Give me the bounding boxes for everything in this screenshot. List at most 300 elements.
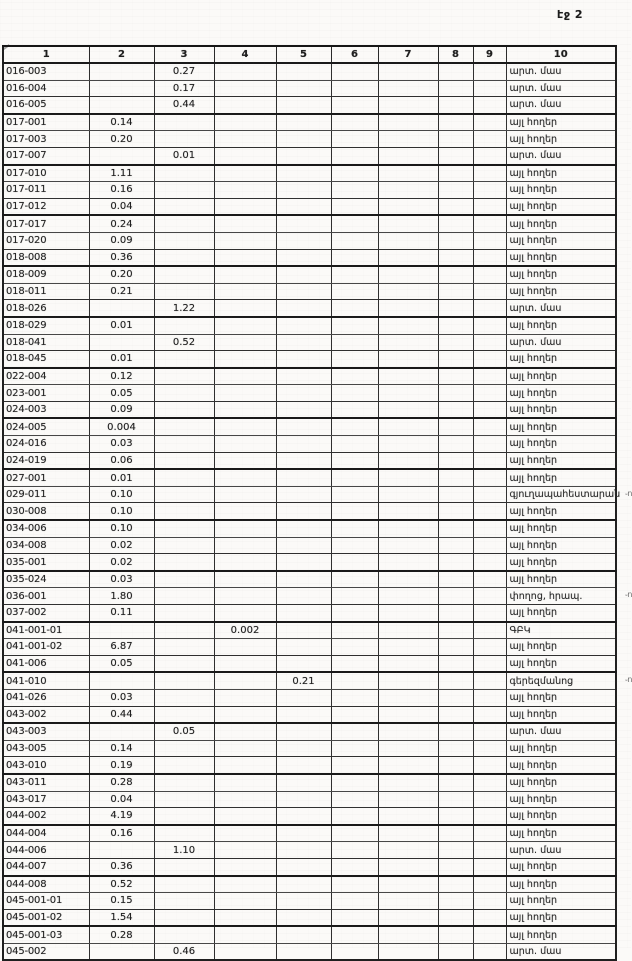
cell-area-value: 0.10 [89, 486, 154, 503]
cell-area-value: 0.46 [154, 943, 214, 960]
cell-area-value [438, 672, 473, 689]
table-row [3, 503, 616, 520]
cell-area-value [276, 571, 331, 588]
cell-parcel-code: 035-001 [3, 554, 89, 571]
cell-area-value [331, 182, 378, 199]
cell-area-value: 0.06 [89, 452, 154, 469]
cell-area-value [438, 63, 473, 80]
cell-area-value [276, 655, 331, 672]
cell-area-value [331, 401, 378, 418]
cell-area-value [473, 858, 506, 875]
cell-area-value [438, 876, 473, 893]
cell-land-type: այլ հողեր [506, 537, 616, 554]
cell-area-value [154, 791, 214, 808]
cell-area-value [331, 147, 378, 164]
cell-area-value [214, 842, 276, 859]
cell-parcel-code: 022-004 [3, 368, 89, 385]
cell-area-value [378, 588, 438, 605]
cell-area-value [438, 300, 473, 317]
cell-parcel-code: 043-003 [3, 723, 89, 740]
cell-area-value: 0.17 [154, 80, 214, 97]
cell-area-value [331, 588, 378, 605]
table-row [3, 198, 616, 215]
cell-area-value [276, 858, 331, 875]
cell-area-value [438, 283, 473, 300]
cell-area-value [276, 469, 331, 486]
cell-area-value [438, 808, 473, 825]
cell-area-value [89, 80, 154, 97]
cell-area-value [154, 266, 214, 283]
cell-area-value [154, 808, 214, 825]
cell-area-value [473, 182, 506, 199]
cell-area-value: 0.27 [154, 63, 214, 80]
cell-parcel-code: 030-008 [3, 503, 89, 520]
cell-area-value [154, 436, 214, 453]
cell-area-value [331, 503, 378, 520]
cell-area-value [214, 317, 276, 334]
cell-area-value [154, 655, 214, 672]
cell-area-value: 0.16 [89, 182, 154, 199]
cell-area-value [378, 385, 438, 402]
cell-area-value [214, 723, 276, 740]
cell-area-value [276, 740, 331, 757]
cell-area-value [214, 97, 276, 114]
cell-area-value [438, 401, 473, 418]
cell-area-value [438, 452, 473, 469]
cell-area-value [154, 893, 214, 910]
cell-area-value [438, 182, 473, 199]
cell-area-value [214, 165, 276, 182]
cell-area-value [214, 418, 276, 435]
table-row [3, 808, 616, 825]
cell-area-value [154, 249, 214, 266]
cell-parcel-code: 029-011 [3, 486, 89, 503]
cell-land-type: այլ հողեր [506, 655, 616, 672]
cell-area-value [276, 114, 331, 131]
cell-land-type: արտ. մաս [506, 723, 616, 740]
cell-area-value [214, 757, 276, 774]
header-cell: 1 [3, 46, 89, 63]
cell-land-type: այլ հողեր [506, 571, 616, 588]
cell-parcel-code: 018-041 [3, 334, 89, 351]
cell-area-value: 0.14 [89, 740, 154, 757]
cell-area-value: 0.20 [89, 131, 154, 148]
cell-area-value [438, 97, 473, 114]
cell-area-value [378, 198, 438, 215]
header-cell: 8 [438, 46, 473, 63]
cell-area-value [438, 385, 473, 402]
cell-area-value [214, 740, 276, 757]
cell-area-value [331, 266, 378, 283]
cell-area-value [214, 893, 276, 910]
cell-area-value [214, 486, 276, 503]
table-row [3, 114, 616, 131]
cell-area-value [438, 520, 473, 537]
cell-area-value [473, 588, 506, 605]
cell-parcel-code: 017-012 [3, 198, 89, 215]
cell-area-value [378, 418, 438, 435]
table-row [3, 486, 616, 503]
cell-area-value [438, 655, 473, 672]
cell-area-value [276, 80, 331, 97]
cell-area-value [473, 63, 506, 80]
cell-area-value: 0.02 [89, 537, 154, 554]
cell-area-value [473, 740, 506, 757]
cell-area-value [473, 689, 506, 706]
cell-area-value [331, 300, 378, 317]
cell-area-value: 0.05 [89, 385, 154, 402]
cell-area-value [214, 80, 276, 97]
cell-area-value [331, 554, 378, 571]
cell-area-value [438, 486, 473, 503]
cell-area-value [331, 757, 378, 774]
cell-area-value [378, 808, 438, 825]
cell-parcel-code: 023-001 [3, 385, 89, 402]
cell-area-value [438, 80, 473, 97]
cell-area-value [473, 452, 506, 469]
cell-area-value: 0.52 [154, 334, 214, 351]
table-row [3, 401, 616, 418]
cell-area-value [473, 114, 506, 131]
cell-area-value: 1.54 [89, 909, 154, 926]
cell-area-value [473, 774, 506, 791]
cell-area-value [214, 639, 276, 656]
cell-area-value [331, 334, 378, 351]
cell-area-value: 0.36 [89, 858, 154, 875]
land-balance-table [2, 45, 632, 961]
cell-area-value [331, 232, 378, 249]
cell-area-value [214, 588, 276, 605]
cell-area-value: 0.52 [89, 876, 154, 893]
cell-area-value [331, 791, 378, 808]
cell-area-value [331, 909, 378, 926]
cell-parcel-code: 045-001-03 [3, 926, 89, 943]
table-row [3, 757, 616, 774]
cell-area-value [154, 622, 214, 639]
header-cell: 2 [89, 46, 154, 63]
cell-land-type: այլ հողեր [506, 182, 616, 199]
cell-area-value [154, 876, 214, 893]
header-cell: 6 [331, 46, 378, 63]
cell-area-value [214, 520, 276, 537]
cell-land-type: արտ. մաս [506, 842, 616, 859]
cell-land-type: արտ. մաս [506, 147, 616, 164]
cell-land-type: այլ հողեր [506, 436, 616, 453]
cell-area-value: 6.87 [89, 639, 154, 656]
cell-area-value [154, 131, 214, 148]
cell-area-value [89, 622, 154, 639]
cell-area-value [331, 825, 378, 842]
cell-parcel-code: 037-002 [3, 605, 89, 622]
table-row [3, 131, 616, 148]
cell-area-value [473, 80, 506, 97]
cell-area-value [214, 266, 276, 283]
cell-area-value [214, 232, 276, 249]
cell-area-value [331, 893, 378, 910]
table-row [3, 689, 616, 706]
cell-area-value [331, 622, 378, 639]
table-row [3, 740, 616, 757]
cell-area-value [276, 520, 331, 537]
cell-area-value [214, 198, 276, 215]
cell-area-value [331, 655, 378, 672]
cell-area-value [378, 639, 438, 656]
cell-area-value [438, 842, 473, 859]
cell-area-value [378, 351, 438, 368]
cell-area-value [154, 452, 214, 469]
cell-area-value [438, 114, 473, 131]
table-row [3, 876, 616, 893]
cell-area-value [473, 655, 506, 672]
cell-land-type: այլ հողեր [506, 926, 616, 943]
cell-area-value [331, 198, 378, 215]
cell-land-type: այլ հողեր [506, 232, 616, 249]
cell-area-value [331, 808, 378, 825]
table-row [3, 147, 616, 164]
cell-area-value: 0.10 [89, 503, 154, 520]
cell-land-type: արտ. մաս [506, 80, 616, 97]
cell-land-type: գյուղապահեստարան ֊ո [506, 486, 616, 503]
cell-area-value [276, 334, 331, 351]
cell-area-value [473, 909, 506, 926]
cell-area-value [154, 605, 214, 622]
cell-area-value [89, 672, 154, 689]
cell-area-value [378, 757, 438, 774]
cell-area-value [473, 926, 506, 943]
cell-area-value [276, 147, 331, 164]
cell-area-value: 0.09 [89, 401, 154, 418]
cell-land-type: այլ հողեր [506, 283, 616, 300]
cell-area-value [378, 876, 438, 893]
cell-area-value [154, 588, 214, 605]
cell-area-value: 0.04 [89, 198, 154, 215]
cell-parcel-code: 044-006 [3, 842, 89, 859]
cell-area-value [473, 825, 506, 842]
cell-area-value [276, 503, 331, 520]
cell-area-value [378, 926, 438, 943]
margin-note: ֊ո [625, 590, 632, 600]
cell-land-type: այլ հողեր [506, 401, 616, 418]
cell-area-value [331, 605, 378, 622]
header-cell: 9 [473, 46, 506, 63]
cell-area-value [438, 605, 473, 622]
cell-area-value: 0.19 [89, 757, 154, 774]
cell-area-value [378, 672, 438, 689]
cell-area-value [438, 198, 473, 215]
table-row [3, 858, 616, 875]
cell-area-value [214, 401, 276, 418]
cell-area-value [331, 351, 378, 368]
cell-area-value [378, 469, 438, 486]
cell-area-value [473, 165, 506, 182]
cell-area-value [214, 554, 276, 571]
cell-area-value: 0.03 [89, 689, 154, 706]
cell-parcel-code: 018-026 [3, 300, 89, 317]
cell-area-value [438, 909, 473, 926]
cell-land-type: այլ հողեր [506, 605, 616, 622]
cell-area-value [378, 622, 438, 639]
cell-parcel-code: 018-011 [3, 283, 89, 300]
cell-area-value [214, 791, 276, 808]
cell-area-value [214, 605, 276, 622]
cell-area-value [438, 893, 473, 910]
cell-area-value [154, 215, 214, 232]
cell-area-value [378, 317, 438, 334]
cell-area-value [154, 689, 214, 706]
cell-parcel-code: 034-006 [3, 520, 89, 537]
cell-area-value [473, 232, 506, 249]
cell-area-value [438, 858, 473, 875]
cell-area-value [378, 723, 438, 740]
table-row [3, 571, 616, 588]
cell-area-value [214, 503, 276, 520]
cell-parcel-code: 041-001-02 [3, 639, 89, 656]
cell-area-value [331, 672, 378, 689]
cell-parcel-code: 034-008 [3, 537, 89, 554]
cell-land-type: այլ հողեր [506, 114, 616, 131]
table-row [3, 80, 616, 97]
cell-area-value [378, 368, 438, 385]
cell-land-type: այլ հողեր [506, 706, 616, 723]
cell-area-value [214, 114, 276, 131]
cell-area-value [473, 97, 506, 114]
cell-area-value [214, 300, 276, 317]
cell-area-value [276, 689, 331, 706]
table-row [3, 165, 616, 182]
cell-area-value [214, 926, 276, 943]
cell-area-value [378, 300, 438, 317]
table-row [3, 723, 616, 740]
cell-area-value [438, 943, 473, 960]
cell-parcel-code: 024-005 [3, 418, 89, 435]
cell-area-value [378, 503, 438, 520]
cell-parcel-code: 016-004 [3, 80, 89, 97]
cell-area-value [154, 909, 214, 926]
cell-area-value [378, 571, 438, 588]
cell-area-value [378, 249, 438, 266]
cell-area-value [331, 486, 378, 503]
cell-area-value [214, 537, 276, 554]
cell-parcel-code: 041-026 [3, 689, 89, 706]
cell-area-value [276, 249, 331, 266]
cell-area-value [276, 808, 331, 825]
cell-area-value: 0.04 [89, 791, 154, 808]
cell-area-value [378, 165, 438, 182]
cell-area-value [214, 469, 276, 486]
cell-area-value [89, 943, 154, 960]
cell-area-value [276, 639, 331, 656]
cell-area-value [473, 943, 506, 960]
table-row [3, 554, 616, 571]
cell-area-value [154, 351, 214, 368]
cell-area-value [473, 503, 506, 520]
cell-area-value: 0.10 [89, 520, 154, 537]
cell-area-value [276, 232, 331, 249]
cell-area-value [438, 757, 473, 774]
cell-area-value [276, 842, 331, 859]
cell-area-value [154, 825, 214, 842]
cell-area-value [214, 943, 276, 960]
cell-area-value [276, 401, 331, 418]
cell-area-value [214, 131, 276, 148]
cell-area-value [214, 368, 276, 385]
cell-parcel-code: 045-001-01 [3, 893, 89, 910]
cell-area-value [473, 520, 506, 537]
cell-area-value [276, 385, 331, 402]
cell-area-value [438, 232, 473, 249]
cell-area-value [214, 672, 276, 689]
cell-land-type: արտ. մաս [506, 300, 616, 317]
cell-area-value [331, 80, 378, 97]
table-row [3, 943, 616, 960]
cell-area-value [378, 114, 438, 131]
table-row [3, 706, 616, 723]
cell-land-type: այլ հողեր [506, 689, 616, 706]
cell-area-value: 0.01 [89, 469, 154, 486]
cell-parcel-code: 016-005 [3, 97, 89, 114]
table-row [3, 588, 616, 605]
cell-area-value [154, 740, 214, 757]
cell-area-value [154, 672, 214, 689]
cell-area-value [438, 639, 473, 656]
cell-area-value [276, 723, 331, 740]
cell-area-value [331, 114, 378, 131]
cell-area-value [331, 571, 378, 588]
cell-area-value [214, 571, 276, 588]
table-row [3, 418, 616, 435]
cell-area-value [154, 232, 214, 249]
cell-area-value [154, 520, 214, 537]
cell-land-type: ԳԲԿ [506, 622, 616, 639]
cell-area-value [154, 114, 214, 131]
cell-parcel-code: 018-008 [3, 249, 89, 266]
cell-area-value [473, 300, 506, 317]
cell-land-type: այլ հողեր [506, 317, 616, 334]
cell-area-value [473, 249, 506, 266]
cell-area-value [154, 639, 214, 656]
cell-area-value [331, 706, 378, 723]
cell-area-value [154, 926, 214, 943]
cell-parcel-code: 041-006 [3, 655, 89, 672]
cell-area-value [378, 943, 438, 960]
cell-area-value [473, 215, 506, 232]
cell-area-value: 0.05 [89, 655, 154, 672]
cell-parcel-code: 043-005 [3, 740, 89, 757]
cell-area-value [473, 639, 506, 656]
cell-area-value: 0.02 [89, 554, 154, 571]
cell-area-value [473, 486, 506, 503]
cell-land-type: այլ հողեր [506, 385, 616, 402]
cell-area-value [214, 215, 276, 232]
cell-area-value [331, 943, 378, 960]
header-cell: 5 [276, 46, 331, 63]
cell-area-value: 0.44 [154, 97, 214, 114]
cell-area-value: 0.05 [154, 723, 214, 740]
cell-area-value [378, 97, 438, 114]
cell-area-value [378, 554, 438, 571]
cell-area-value [154, 757, 214, 774]
cell-area-value [438, 215, 473, 232]
cell-area-value [378, 520, 438, 537]
cell-area-value [89, 842, 154, 859]
cell-land-type: այլ հողեր [506, 893, 616, 910]
cell-land-type: այլ հողեր [506, 452, 616, 469]
cell-area-value [331, 537, 378, 554]
cell-land-type: այլ հողեր [506, 249, 616, 266]
cell-area-value [438, 469, 473, 486]
cell-parcel-code: 017-010 [3, 165, 89, 182]
cell-parcel-code: 017-001 [3, 114, 89, 131]
